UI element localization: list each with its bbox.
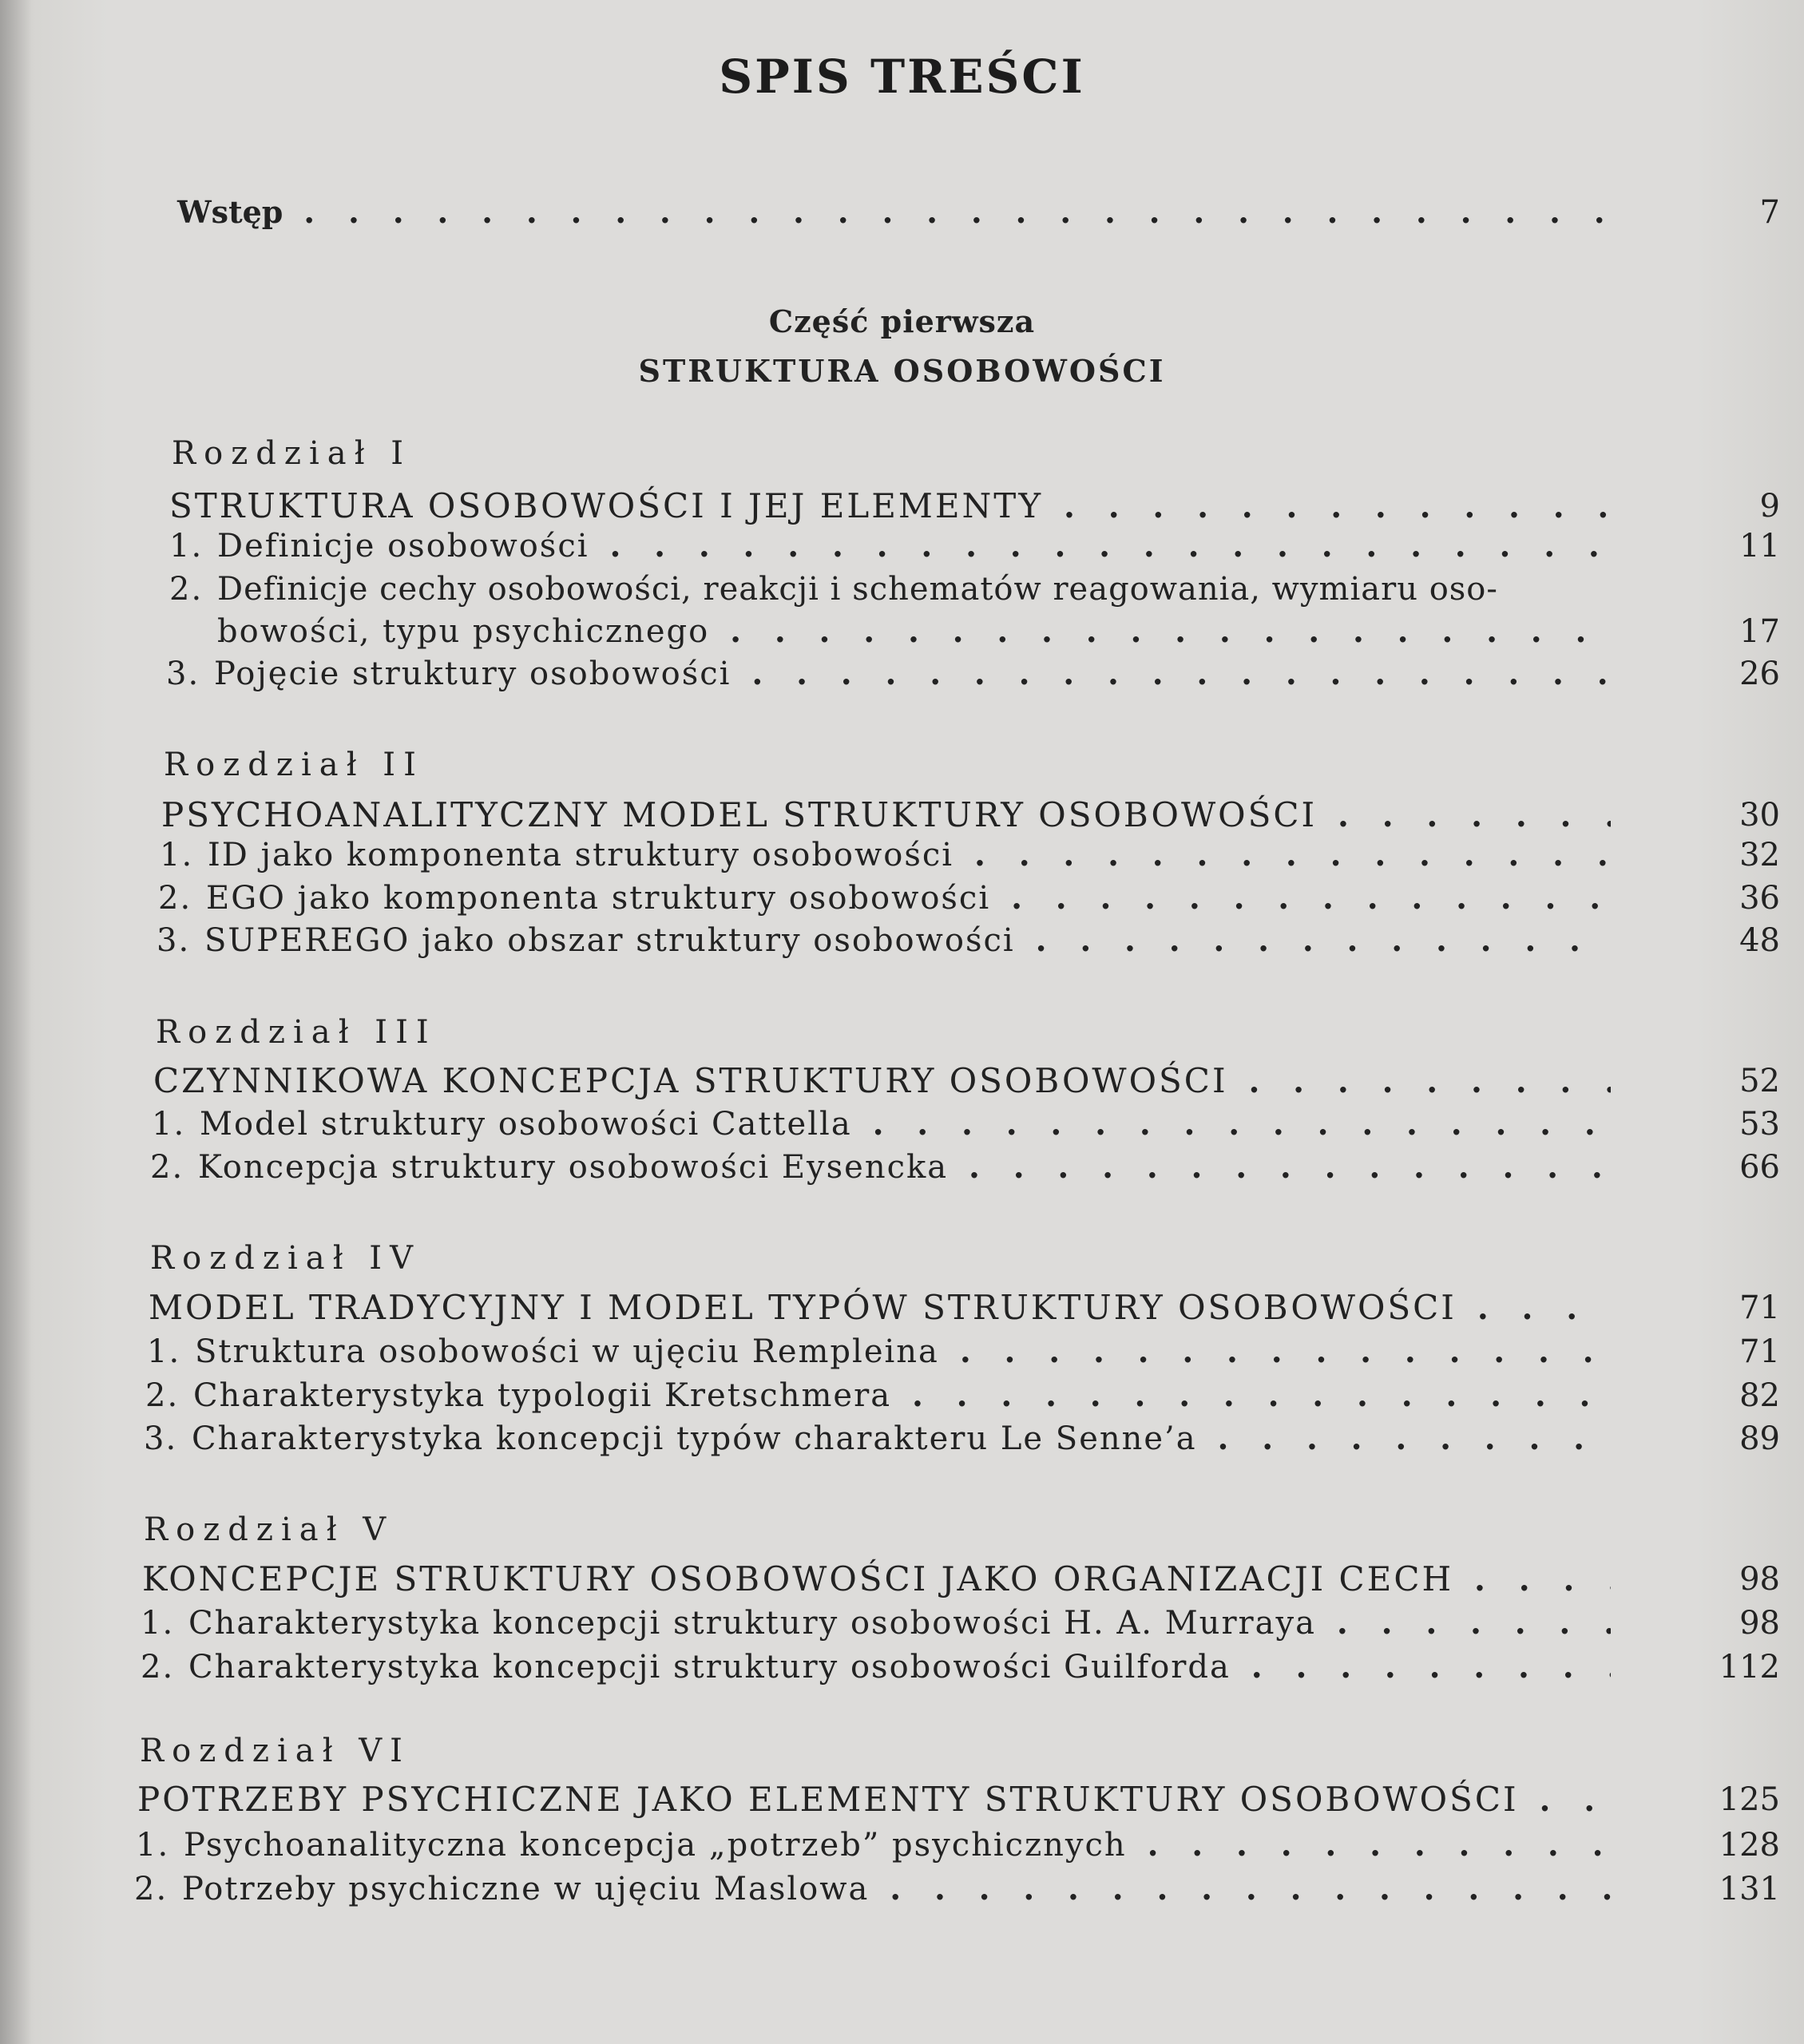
toc-entry xyxy=(144,1418,1780,1460)
leader-dots xyxy=(1238,1061,1611,1103)
chapter-heading: Rozdział IV xyxy=(150,1240,421,1277)
entry-page: 112 xyxy=(1719,1649,1780,1686)
toc-entry xyxy=(157,920,1780,961)
entry-label: EGO jako komponenta struktury osobowości xyxy=(206,880,991,917)
toc-entry xyxy=(141,1646,1780,1688)
entry-label: ID jako komponenta struktury osobowości xyxy=(208,837,954,873)
leader-dots xyxy=(719,611,1611,652)
toc-entry xyxy=(152,1103,1780,1145)
leader-dots xyxy=(1466,1288,1611,1329)
entry-page: 9 xyxy=(1759,488,1780,525)
chapter-heading: Rozdział VI xyxy=(140,1733,410,1769)
chapter-heading: Rozdział III xyxy=(156,1014,437,1051)
entry-label: Struktura osobowości w ujęciu Rempleina xyxy=(195,1333,939,1370)
leader-dots xyxy=(949,1331,1611,1373)
entry-page: 71 xyxy=(1739,1333,1780,1370)
leader-dots xyxy=(1136,1824,1611,1866)
chapter-heading: Rozdział I xyxy=(172,435,412,472)
entry-label: Koncepcja struktury osobowości Eysencka xyxy=(198,1149,949,1186)
chapter-heading: Rozdział V xyxy=(144,1511,395,1548)
part-title: STRUKTURA OSOBOWOŚCI xyxy=(638,353,1166,389)
chapter-title-row xyxy=(149,1287,1780,1329)
entry-label: Psychoanalityczna koncepcja „potrzeb” psychicznych xyxy=(184,1827,1127,1864)
chapter-title: CZYNNIKOWA KONCEPCJA STRUKTURY OSOBOWOŚCI xyxy=(153,1061,1228,1100)
entry-number: 3. xyxy=(157,922,191,959)
entry-label: Charakterystyka koncepcji struktury osobowości H. A. Murraya xyxy=(188,1605,1316,1642)
toc-entry xyxy=(150,1147,1780,1188)
entry-page: 125 xyxy=(1719,1781,1780,1818)
toc-entry-continued xyxy=(217,611,1780,652)
entry-page: 11 xyxy=(1739,528,1780,564)
entry-label: Definicje osobowości xyxy=(217,528,589,564)
chapter-title: MODEL TRADYCYJNY I MODEL TYPÓW STRUKTURY OSOBOWOŚCI xyxy=(149,1288,1457,1327)
entry-page: 98 xyxy=(1739,1561,1780,1598)
entry-page: 52 xyxy=(1739,1063,1780,1099)
leader-dots xyxy=(1326,1602,1611,1644)
chapter-title-row xyxy=(137,1779,1780,1821)
entry-label: Definicje cechy osobowości, reakcji i schematów reagowania, wymiaru oso- xyxy=(217,571,1498,608)
toc-entry-intro xyxy=(177,192,1780,233)
entry-label: Model struktury osobowości Cattella xyxy=(200,1106,852,1143)
toc-entry xyxy=(166,653,1780,695)
leader-dots xyxy=(1528,1780,1611,1821)
toc-entry xyxy=(160,834,1780,876)
toc-entry xyxy=(134,1868,1780,1910)
entry-number: 2. xyxy=(158,880,192,917)
leader-dots xyxy=(740,653,1611,695)
chapter-title: KONCEPCJE STRUKTURY OSOBOWOŚCI JAKO ORGANIZACJI CECH xyxy=(142,1559,1454,1598)
chapter-title-row xyxy=(153,1060,1780,1103)
leader-dots xyxy=(599,525,1611,567)
entry-page: 36 xyxy=(1739,880,1780,917)
entry-page: 71 xyxy=(1739,1289,1780,1326)
entry-number: 2. xyxy=(150,1149,184,1186)
entry-page: 89 xyxy=(1739,1420,1780,1457)
toc-entry xyxy=(147,1331,1780,1373)
chapter-title-row xyxy=(161,794,1780,837)
toc-entry xyxy=(141,1602,1780,1644)
entry-number: 2. xyxy=(141,1649,175,1686)
entry-label-continued: bowości, typu psychicznego xyxy=(217,613,710,650)
leader-dots xyxy=(292,192,1611,233)
entry-page: 82 xyxy=(1739,1377,1780,1414)
entry-number: 1. xyxy=(160,837,194,873)
entry-label: SUPEREGO jako obszar struktury osobowości xyxy=(204,922,1015,959)
entry-number: 1. xyxy=(152,1106,186,1143)
entry-page: 30 xyxy=(1739,797,1780,834)
entry-number: 2. xyxy=(169,571,204,608)
leader-dots xyxy=(958,1147,1611,1188)
part-label: Część pierwsza xyxy=(768,303,1036,339)
leader-dots xyxy=(1000,877,1611,919)
toc-entry xyxy=(169,568,1620,610)
entry-page: 7 xyxy=(1759,194,1780,231)
leader-dots xyxy=(878,1868,1611,1910)
toc-entry xyxy=(158,877,1780,919)
entry-number: 3. xyxy=(144,1420,178,1457)
toc-entry xyxy=(145,1375,1780,1416)
entry-label: Pojęcie struktury osobowości xyxy=(214,656,732,692)
entry-number: 3. xyxy=(166,656,200,692)
entry-number: 1. xyxy=(169,528,204,564)
entry-label: Potrzeby psychiczne w ujęciu Maslowa xyxy=(182,1871,870,1907)
leader-dots xyxy=(1053,486,1611,528)
leader-dots xyxy=(1025,920,1611,961)
leader-dots xyxy=(901,1375,1611,1416)
entry-label: Charakterystyka koncepcji typów charakteru Le Senne’a xyxy=(192,1420,1197,1457)
entry-page: 17 xyxy=(1739,613,1780,650)
entry-number: 1. xyxy=(147,1333,181,1370)
entry-page: 66 xyxy=(1739,1149,1780,1186)
entry-number: 2. xyxy=(134,1871,169,1907)
leader-dots xyxy=(1463,1559,1611,1601)
chapter-title: POTRZEBY PSYCHICZNE JAKO ELEMENTY STRUKTURY OSOBOWOŚCI xyxy=(137,1780,1519,1819)
entry-page: 26 xyxy=(1739,656,1780,692)
entry-page: 131 xyxy=(1719,1871,1780,1907)
leader-dots xyxy=(963,834,1611,876)
chapter-heading: Rozdział II xyxy=(164,747,424,783)
chapter-title-row xyxy=(142,1559,1780,1601)
chapter-title-row xyxy=(169,485,1780,528)
entry-label: Wstęp xyxy=(177,194,283,230)
chapter-title: STRUKTURA OSOBOWOŚCI I JEJ ELEMENTY xyxy=(169,486,1044,525)
entry-label: Charakterystyka koncepcji struktury osobowości Guilforda xyxy=(188,1649,1231,1686)
entry-number: 1. xyxy=(141,1605,175,1642)
entry-page: 98 xyxy=(1739,1605,1780,1642)
leader-dots xyxy=(1326,795,1611,837)
toc-entry xyxy=(169,525,1780,567)
chapter-title: PSYCHOANALITYCZNY MODEL STRUKTURY OSOBOWOŚCI xyxy=(161,795,1318,834)
entry-number: 2. xyxy=(145,1377,180,1414)
leader-dots xyxy=(1207,1418,1611,1460)
page-title: SPIS TREŚCI xyxy=(719,50,1085,104)
leader-dots xyxy=(1240,1646,1611,1688)
leader-dots xyxy=(862,1103,1611,1145)
entry-page: 32 xyxy=(1739,837,1780,873)
entry-page: 128 xyxy=(1719,1827,1780,1864)
toc-entry xyxy=(136,1824,1780,1866)
entry-page: 48 xyxy=(1739,922,1780,959)
entry-number: 1. xyxy=(136,1827,170,1864)
entry-label: Charakterystyka typologii Kretschmera xyxy=(193,1377,892,1414)
entry-page: 53 xyxy=(1739,1106,1780,1143)
